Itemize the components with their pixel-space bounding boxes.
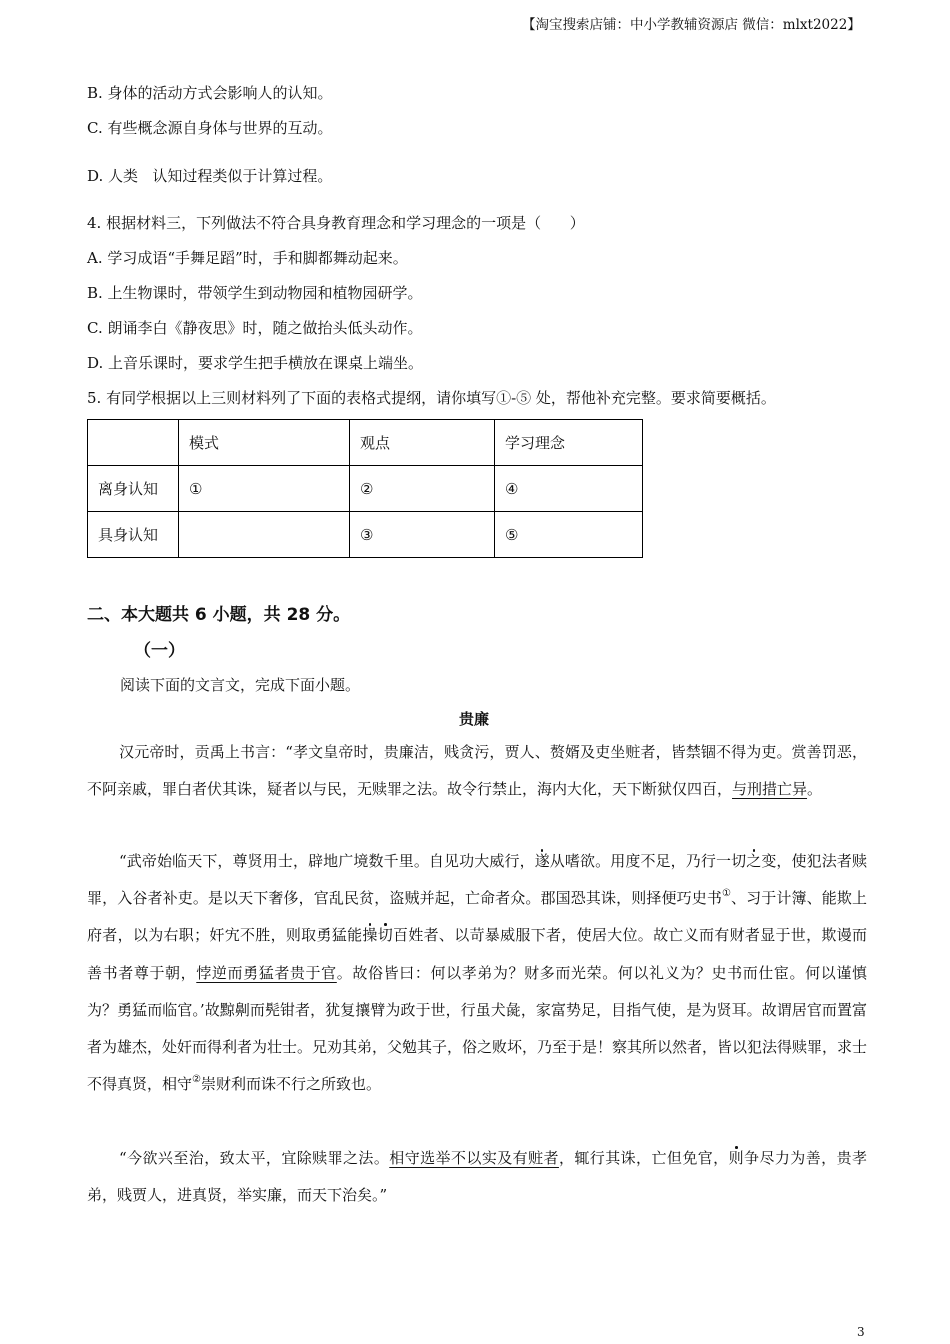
essay-text: “今欲兴至治，致太平，宜除赎罪之法。 (119, 1149, 390, 1167)
essay-paragraph-2 (87, 843, 867, 1103)
underlined-phrase: 与刑措亡异 (732, 780, 808, 799)
underlined-phrase: 悖逆而勇猛者贵于官 (196, 963, 337, 982)
section-title: 二、本大题共 6 小题，共 28 分。 (87, 605, 351, 625)
table-cell: 具身认知 (88, 512, 179, 558)
footnote-marker: ② (192, 1074, 201, 1086)
section-instruction: 阅读下面的文言文，完成下面小题。 (120, 676, 361, 694)
q4-stem: 4. 根据材料三，下列做法不符合具身教育理念和学习理念的一项是（ ） (87, 214, 585, 232)
essay-text: 争尽力为善，贵孝弟，贱贾人，进真贤，举实廉，而天下治矣。” (87, 1149, 867, 1205)
table-header-cell: 学习理念 (495, 420, 643, 466)
q4-option-c: C. 朗诵李白《静夜思》时，随之做抬头低头动作。 (87, 319, 423, 337)
dotted-word: 则 (728, 1149, 745, 1167)
dotted-word: 切 (377, 926, 394, 945)
essay-text: 崇财利而诛不行之所致也。 (200, 1075, 381, 1094)
essay-text: 。故俗皆曰：何以孝弟为？财多而光荣。何以礼义为？史书而仕宦。何以谨慎为？勇猛而临官。’故黥劓而髡钳者，犹复攘臂为政于世，行虽犬彘，家富势足，目指气使，是为贤耳。故谓居官而置富者为雄杰，处奸而得利者为壮士。兄劝其弟，父勉其子，俗之败坏，乃至于是！察其所以然者，皆以犯法得赎罪，求士不得真贤，相守 (87, 963, 868, 1094)
table-header-row (88, 420, 643, 466)
q4-option-d: D. 上音乐课时，要求学生把手横放在课桌上端坐。 (87, 354, 424, 372)
essay-text: 从嗜欲。用度不足，乃行一切 (549, 852, 747, 870)
footnote-marker: ① (721, 888, 732, 900)
page-number: 3 (857, 1325, 865, 1339)
essay-text: 、习于计簿、能欺上府者，以为右职；奸宄不胜，则取勇猛能 (87, 889, 867, 945)
essay-text: 百姓者、以苛暴威服下者，使居大位。故亡义而有财者显于世，欺谩而善书者尊于朝， (87, 926, 867, 982)
dotted-word: 操 (362, 926, 378, 945)
dotted-word: 遂 (534, 852, 550, 870)
table-cell: ⑤ (495, 512, 643, 558)
table-cell: 离身认知 (88, 466, 179, 512)
dotted-word: 之 (746, 852, 762, 870)
q3-option-b: B. 身体的活动方式会影响人的认知。 (87, 84, 333, 102)
essay-title: 贵廉 (459, 710, 490, 728)
table-cell (179, 512, 350, 558)
table-header-cell (88, 420, 179, 466)
q4-option-b: B. 上生物课时，带领学生到动物园和植物园研学。 (87, 284, 423, 302)
table-header-cell: 观点 (350, 420, 495, 466)
table-cell: ④ (495, 466, 643, 512)
essay-text: “武帝始临天下，尊贤用士，辟地广境数千里。自见功大威行， (119, 852, 535, 870)
q4-option-a: A. 学习成语“手舞足蹈”时，手和脚都舞动起来。 (87, 249, 408, 267)
q3-option-c: C. 有些概念源自身体与世界的互动。 (87, 119, 333, 137)
outline-table (87, 419, 643, 558)
table-cell: ③ (350, 512, 495, 558)
q3-option-d: D. 人类 认知过程类似于计算过程。 (87, 167, 333, 185)
header-note: 【淘宝搜索店铺：中小学教辅资源店 微信：mlxt2022】 (522, 17, 861, 33)
essay-text: 汉元帝时，贡禹上书言：“孝文皇帝时，贵廉洁，贱贪污，贾人、赘婿及吏坐赃者，皆禁锢不得为吏。赏善罚恶，不阿亲戚，罪白者伏其诛，疑者以与民，无赎罪之法。故令行禁止，海内大化，天下断狱仅四百， (87, 743, 867, 799)
q5-stem: 5. 有同学根据以上三则材料列了下面的表格式提纲，请你填写①-⑤ 处，帮他补充完整。要求简要概括。 (87, 389, 776, 407)
table-header-cell: 模式 (179, 420, 350, 466)
essay-paragraph-1 (87, 734, 867, 808)
table-cell: ① (179, 466, 350, 512)
essay-text: ，辄行其诛，亡但免官， (558, 1149, 729, 1167)
essay-paragraph-3 (87, 1140, 867, 1214)
essay-text: 变，使犯法者赎罪，入谷者补吏。是以天下奢侈，官乱民贫，盗贼并起，亡命者众。郡国恐其诛，则择便巧史书 (87, 852, 867, 908)
section-subtitle: （一） (134, 641, 185, 661)
table-row (88, 512, 643, 558)
table-cell: ② (350, 466, 495, 512)
table-row (88, 466, 643, 512)
essay-text: 。 (807, 780, 823, 799)
underlined-phrase: 相守选举不以实及有赃者 (389, 1149, 559, 1167)
